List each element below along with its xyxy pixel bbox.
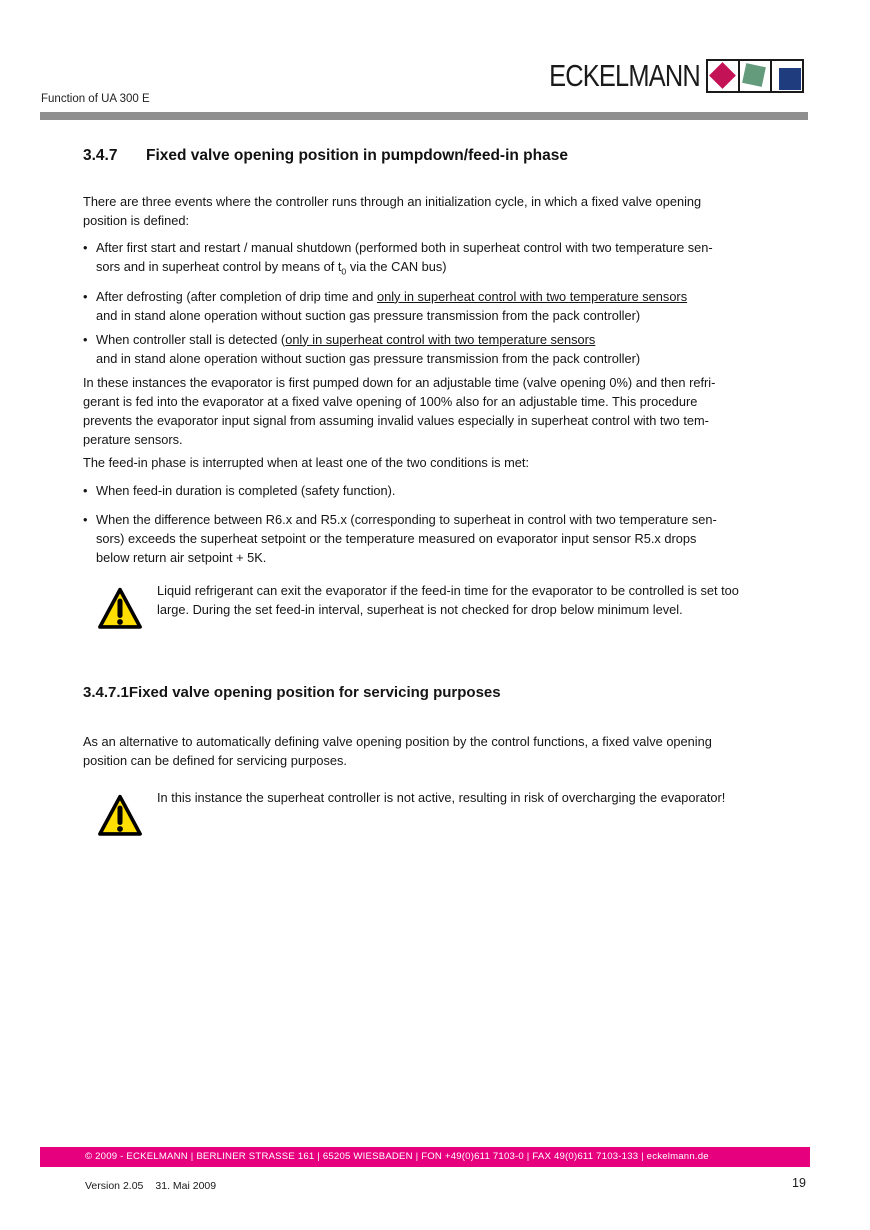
- page-number: 19: [792, 1176, 806, 1190]
- bullet-icon: [83, 510, 96, 567]
- warning-triangle-icon: [83, 787, 157, 844]
- subscript-zero: 0: [341, 266, 347, 277]
- warning-triangle-icon: [83, 580, 157, 637]
- date-label: 31. Mai 2009: [155, 1180, 217, 1192]
- feed-in-paragraph: The feed-in phase is interrupted when at least one of the two conditions is met:: [83, 454, 530, 470]
- list-item: • After first start and restart / manual shutdown (performed both in superheat control with two temperature sen- sors and in superheat control by means of $t_0$ via the CAN bus): [83, 238, 823, 282]
- logo-navy-square-icon: [770, 59, 804, 93]
- running-header: Function of UA 300 E: [41, 93, 150, 105]
- section-number: 3.4.7.1: [83, 683, 129, 701]
- version-line: [85, 1180, 216, 1192]
- warning-note: [83, 787, 823, 844]
- eckelmann-logo: [516, 58, 804, 94]
- page-content: [83, 146, 823, 844]
- footer-contact-bar: © 2009 - ECKELMANN | BERLINER STRASSE 161 | 65205 WIESBADEN | FON +49(0)611 7103-0 | FAX 49(0)611 7103-133 | eckelmann.de: [40, 1147, 810, 1167]
- pumpdown-paragraph: In these instances the evaporator is first pumped down for an adjustable time (valve opening 0%) and then refri- gerant is fed into the evaporator at a fixed valve opening of 100% also for an adjustable time. This procedure prevents the evaporator input signal from assuming invalid values especially in superheat control with two tem- perature sensors.: [83, 374, 716, 447]
- warning-text: In this instance the superheat controller is not active, resulting in risk of overcharging the evaporator!: [157, 789, 726, 805]
- underlined-text: only in superheat control with two temperature sensors: [285, 331, 596, 347]
- events-list: [83, 238, 823, 368]
- warning-text: Liquid refrigerant can exit the evaporator if the feed-in time for the evaporator to be controlled is set too large. During the set feed-in interval, superheat is not checked for drop below minimum level.: [157, 582, 739, 617]
- list-item: • When controller stall is detected (only in superheat control with two temperature sensors and in stand alone operation without suction gas pressure transmission from the pack controller): [83, 330, 823, 368]
- list-item: • When the difference between R6.x and R5.x (corresponding to superheat in control with two temperature sen- sors) exceeds the superheat setpoint or the temperature measured on evaporator input sensor R5.x drops below return air setpoint + 5K.: [83, 510, 823, 567]
- logo-squares: [706, 59, 804, 93]
- list-item: • After defrosting (after completion of drip time and only in superheat control with two temperature sensors and in stand alone operation without suction gas pressure transmission from the pack controller): [83, 287, 823, 325]
- bullet-icon: [83, 481, 96, 500]
- logo-red-diamond-icon: [706, 59, 740, 93]
- bullet-icon: [83, 287, 96, 325]
- warning-note: [83, 580, 823, 637]
- section-heading-3-4-7: [83, 146, 823, 165]
- section-number: 3.4.7: [83, 147, 118, 164]
- bullet-icon: [83, 238, 96, 282]
- servicing-paragraph: As an alternative to automatically defining valve opening position by the control functions, a fixed valve opening position can be defined for servicing purposes.: [83, 733, 712, 768]
- section-title: Fixed valve opening position in pumpdown/feed-in phase: [146, 147, 568, 164]
- logo-wordmark: ECKELMANN: [549, 58, 700, 93]
- list-item: • When feed-in duration is completed (safety function).: [83, 481, 823, 500]
- intro-paragraph: There are three events where the controller runs through an initialization cycle, in which a fixed valve opening position is defined:: [83, 194, 702, 228]
- section-heading-3-4-7-1: [83, 683, 823, 702]
- underlined-text: only in superheat control with two temperature sensors: [376, 288, 688, 304]
- header-rule: [40, 112, 808, 120]
- logo-green-square-icon: [738, 59, 772, 93]
- bullet-icon: [83, 330, 96, 368]
- version-label: Version 2.05: [85, 1180, 144, 1192]
- section-title: Fixed valve opening position for servicing purposes: [128, 683, 501, 701]
